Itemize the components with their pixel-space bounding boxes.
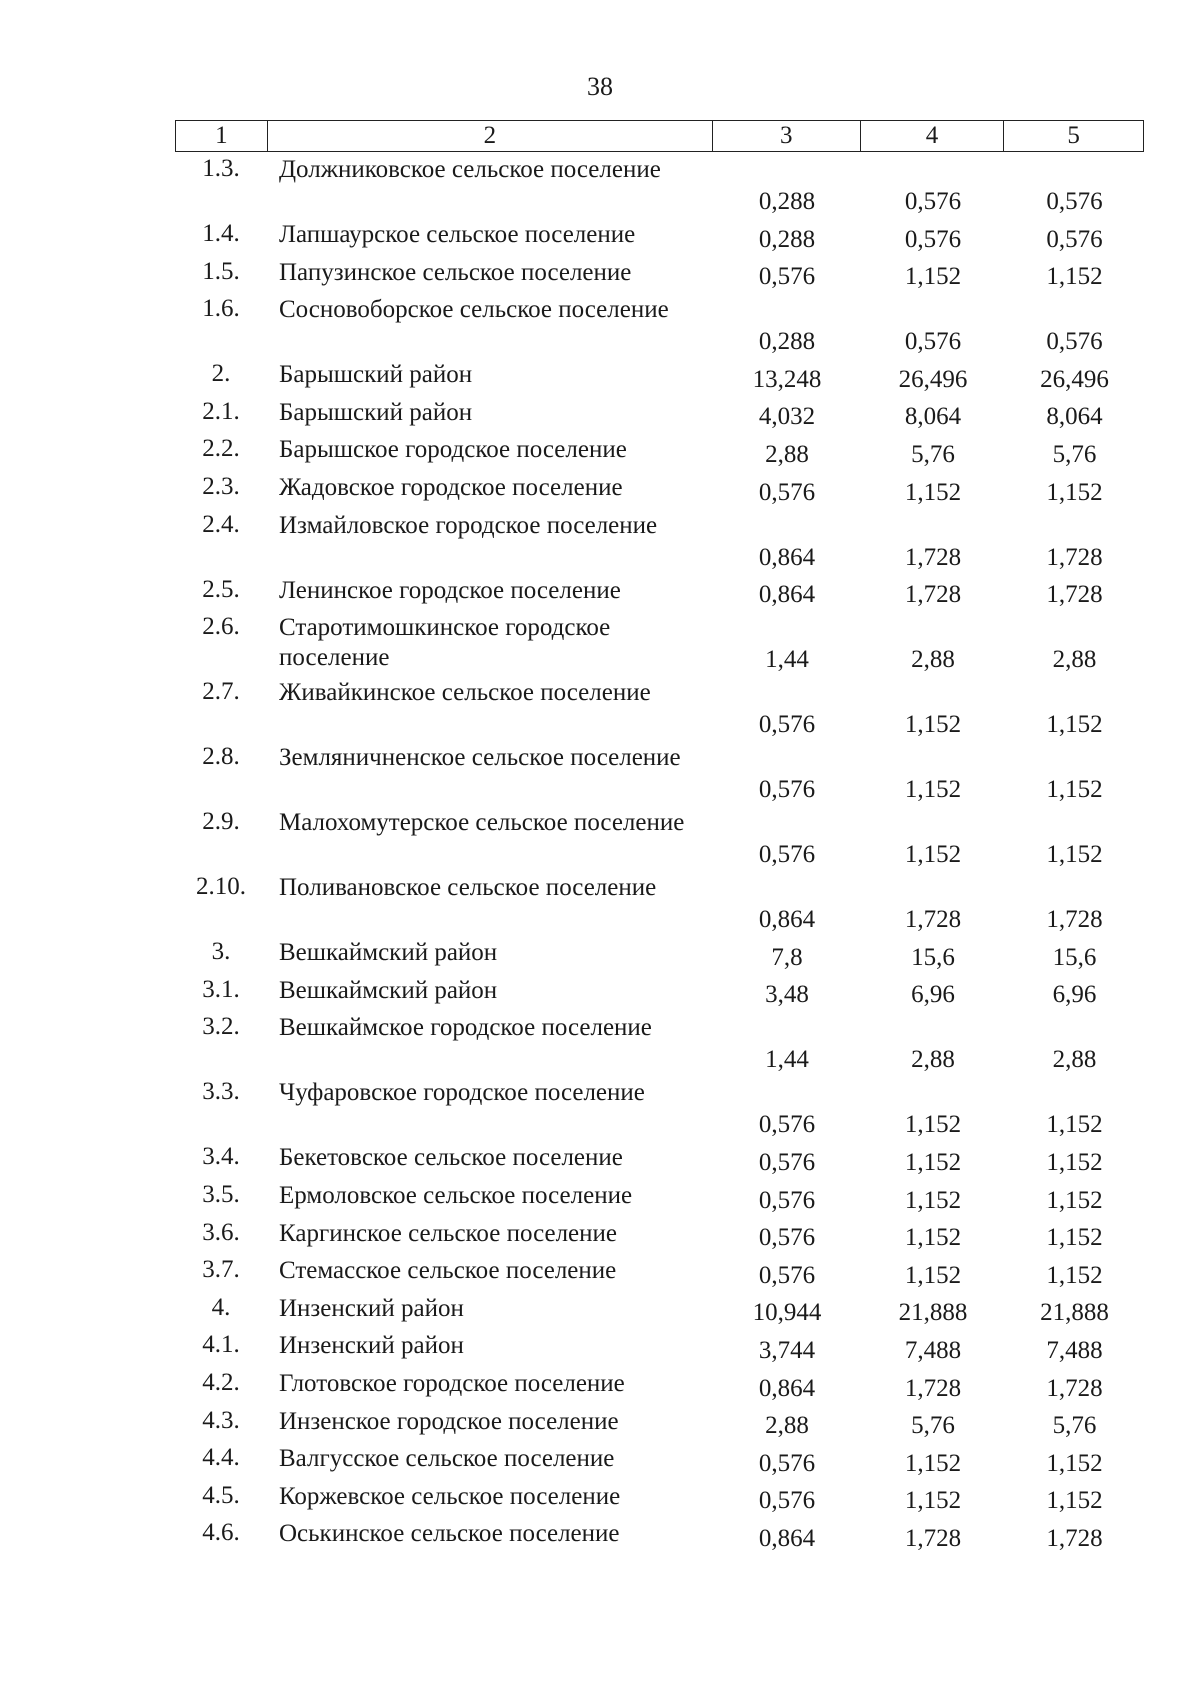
table-row (175, 1441, 1144, 1479)
row-name: Инзенский район (279, 1332, 464, 1360)
row-number: 3.1. (202, 975, 240, 1003)
page-number: 38 (587, 72, 613, 101)
row-value-col-5: 26,496 (1040, 365, 1109, 393)
row-value-col-4: 0,576 (904, 225, 962, 253)
row-name: Сосновоборское сельское поселение (279, 296, 669, 324)
row-value-col-4: 8,064 (904, 403, 962, 431)
row-name: Вешкаймский район (279, 976, 498, 1004)
row-number: 2.7. (202, 678, 240, 706)
row-name: Инзенское городское поселение (279, 1407, 619, 1435)
allocation-table (175, 120, 1144, 1554)
row-name: Ермоловское сельское поселение (279, 1181, 633, 1209)
row-value-col-3: 0,864 (758, 906, 816, 934)
row-value-col-5: 1,152 (1046, 776, 1103, 804)
table-row (175, 1366, 1144, 1404)
row-name: Жадовское городское поселение (279, 473, 623, 501)
row-value-col-5: 15,6 (1052, 943, 1097, 971)
row-value-col-4: 6,96 (911, 981, 955, 1009)
row-value-col-3: 0,864 (758, 1524, 816, 1552)
row-value-col-3: 3,48 (765, 981, 809, 1009)
table-row (175, 1291, 1144, 1329)
row-name: Инзенский район (279, 1294, 464, 1322)
row-name: Малохомутерское сельское поселение (279, 809, 685, 837)
row-value-col-4: 1,728 (904, 543, 962, 571)
row-value-col-5: 21,888 (1040, 1299, 1109, 1327)
row-value-col-4: 1,152 (904, 1487, 962, 1515)
row-number: 1.5. (202, 257, 240, 285)
row-value-col-5: 1,728 (1046, 1524, 1103, 1552)
row-value-col-3: 0,576 (758, 478, 816, 506)
row-value-col-3: 2,88 (765, 440, 809, 468)
row-value-col-5: 2,88 (1052, 646, 1097, 674)
row-number: 4.5. (202, 1481, 240, 1509)
row-value-col-5: 1,728 (1046, 543, 1103, 571)
row-number: 4.4. (202, 1444, 240, 1472)
row-number: 3.2. (202, 1013, 240, 1041)
row-number: 2.3. (202, 472, 240, 500)
row-value-col-3: 1,44 (765, 646, 809, 674)
table-body (175, 152, 1144, 1554)
row-number: 3.3. (202, 1078, 240, 1106)
row-name: Поливановское сельское поселение (279, 874, 657, 902)
row-name: Бекетовское сельское поселение (279, 1144, 623, 1172)
table-row (175, 1253, 1144, 1291)
row-name: Оськинское сельское поселение (279, 1520, 620, 1548)
table-row (175, 1075, 1144, 1140)
header-col-2: 2 (268, 121, 713, 151)
row-number: 2.6. (202, 613, 240, 641)
row-value-col-4: 1,152 (904, 1186, 962, 1214)
row-value-col-3: 4,032 (758, 403, 816, 431)
row-number: 3. (211, 938, 231, 966)
row-value-col-4: 0,576 (904, 328, 962, 356)
row-number: 1.3. (202, 155, 240, 182)
row-number: 4.2. (202, 1368, 240, 1396)
row-value-col-3: 0,576 (758, 1148, 816, 1176)
row-value-col-5: 1,152 (1046, 1148, 1103, 1176)
row-value-col-5: 1,152 (1046, 1111, 1103, 1139)
row-value-col-3: 3,744 (758, 1336, 816, 1364)
row-value-col-3: 0,288 (758, 225, 816, 253)
row-value-col-5: 1,152 (1046, 1186, 1103, 1214)
table-header-row (175, 120, 1144, 152)
row-value-col-5: 1,152 (1046, 1261, 1103, 1289)
table-row (175, 217, 1144, 255)
row-name: Глотовское городское поселение (279, 1369, 625, 1397)
row-value-col-4: 7,488 (904, 1336, 962, 1364)
row-value-col-3: 0,576 (758, 1186, 816, 1214)
row-name: Земляничненское сельское поселение (279, 744, 681, 772)
table-row (175, 610, 1144, 675)
table-row (175, 1216, 1144, 1254)
row-value-col-5: 1,152 (1046, 1487, 1103, 1515)
row-number: 4.3. (202, 1406, 240, 1434)
table-row (175, 255, 1144, 293)
row-value-col-3: 0,576 (758, 1261, 816, 1289)
table-row (175, 1516, 1144, 1554)
row-value-col-4: 2,88 (911, 646, 955, 674)
row-value-col-4: 1,152 (904, 1224, 962, 1252)
row-value-col-5: 2,88 (1052, 1046, 1097, 1074)
row-value-col-4: 5,76 (911, 1412, 955, 1440)
row-name: Старотимошкинское городское поселение (279, 614, 611, 672)
row-name: Должниковское сельское поселение (279, 156, 661, 183)
row-value-col-5: 1,728 (1046, 581, 1103, 609)
table-row (175, 1010, 1144, 1075)
row-number: 3.7. (202, 1256, 240, 1284)
row-value-col-3: 0,864 (758, 543, 816, 571)
row-value-col-4: 1,728 (904, 1374, 962, 1402)
header-col-1: 1 (176, 121, 268, 151)
header-col-4: 4 (861, 121, 1005, 151)
table-row (175, 973, 1144, 1011)
row-name: Вешкаймское городское поселение (279, 1014, 652, 1042)
row-value-col-5: 0,576 (1046, 188, 1103, 215)
row-number: 2.9. (202, 808, 240, 836)
row-value-col-3: 0,864 (758, 581, 816, 609)
row-number: 3.6. (202, 1218, 240, 1246)
row-value-col-4: 1,152 (904, 1261, 962, 1289)
row-value-col-5: 5,76 (1052, 1412, 1097, 1440)
table-row (175, 573, 1144, 611)
row-value-col-3: 0,576 (758, 1224, 816, 1252)
row-name: Живайкинское сельское поселение (279, 679, 651, 707)
row-value-col-5: 1,152 (1046, 478, 1103, 506)
row-value-col-4: 1,152 (904, 841, 962, 869)
row-name: Барышское городское поселение (279, 436, 627, 464)
row-value-col-3: 0,576 (758, 1487, 816, 1515)
row-value-col-5: 5,76 (1052, 440, 1097, 468)
row-name: Барышский район (279, 398, 473, 426)
row-number: 3.5. (202, 1180, 240, 1208)
row-value-col-3: 0,288 (758, 328, 816, 356)
row-value-col-4: 0,576 (904, 188, 962, 215)
row-name: Вешкаймский район (279, 939, 498, 967)
row-name: Коржевское сельское поселение (279, 1482, 621, 1510)
table-row (175, 870, 1144, 935)
row-value-col-3: 0,576 (758, 841, 816, 869)
table-row (175, 470, 1144, 508)
row-name: Папузинское сельское поселение (279, 258, 632, 286)
header-col-3: 3 (713, 121, 861, 151)
row-value-col-3: 0,576 (758, 711, 816, 739)
row-value-col-5: 0,576 (1046, 328, 1103, 356)
row-value-col-5: 1,152 (1046, 263, 1103, 291)
row-value-col-5: 7,488 (1046, 1336, 1103, 1364)
row-value-col-3: 0,864 (758, 1374, 816, 1402)
row-value-col-3: 13,248 (752, 365, 822, 393)
row-value-col-3: 0,288 (758, 188, 816, 215)
table-row (175, 1140, 1144, 1178)
row-name: Каргинское сельское поселение (279, 1219, 618, 1247)
row-value-col-4: 1,152 (904, 478, 962, 506)
row-value-col-3: 0,576 (758, 776, 816, 804)
row-value-col-5: 0,576 (1046, 225, 1103, 253)
header-col-5: 5 (1067, 122, 1080, 149)
row-value-col-3: 0,576 (758, 1449, 816, 1477)
row-value-col-5: 8,064 (1046, 403, 1103, 431)
table-row (175, 675, 1144, 740)
row-value-col-4: 1,152 (904, 1111, 962, 1139)
row-number: 2. (211, 360, 231, 388)
row-value-col-5: 1,152 (1046, 711, 1103, 739)
row-number: 4. (211, 1293, 231, 1321)
row-value-col-5: 1,728 (1046, 1374, 1103, 1402)
row-name: Барышский район (279, 361, 473, 389)
row-number: 2.10. (196, 873, 246, 901)
row-name: Ленинское городское поселение (279, 576, 621, 604)
table-row (175, 508, 1144, 573)
table-row (175, 740, 1144, 805)
table-row (175, 935, 1144, 973)
row-value-col-4: 1,728 (904, 906, 962, 934)
row-value-col-5: 1,152 (1046, 1224, 1103, 1252)
row-number: 2.5. (202, 575, 240, 603)
table-row (175, 357, 1144, 395)
row-name: Валгусское сельское поселение (279, 1445, 615, 1473)
table-row (175, 152, 1144, 217)
table-row (175, 432, 1144, 470)
table-row (175, 805, 1144, 870)
row-value-col-3: 0,576 (758, 1111, 816, 1139)
row-number: 2.4. (202, 510, 240, 538)
table-row (175, 1479, 1144, 1517)
row-value-col-3: 0,576 (758, 263, 816, 291)
row-number: 4.6. (202, 1519, 240, 1547)
row-value-col-4: 1,152 (904, 1449, 962, 1477)
row-value-col-3: 7,8 (771, 943, 803, 971)
row-number: 3.4. (202, 1143, 240, 1171)
row-value-col-3: 1,44 (765, 1046, 809, 1074)
row-number: 1.6. (202, 295, 240, 323)
row-value-col-4: 5,76 (911, 440, 955, 468)
table-row (175, 1404, 1144, 1442)
row-number: 2.1. (202, 397, 240, 425)
row-value-col-5: 1,152 (1046, 841, 1103, 869)
table-row (175, 395, 1144, 433)
row-value-col-4: 1,152 (904, 1148, 962, 1176)
row-number: 4.1. (202, 1331, 240, 1359)
row-number: 1.4. (202, 220, 240, 247)
row-value-col-4: 1,728 (904, 1524, 962, 1552)
row-value-col-5: 1,728 (1046, 906, 1103, 934)
row-value-col-4: 15,6 (911, 943, 955, 971)
row-value-col-4: 1,152 (904, 711, 962, 739)
table-row (175, 292, 1144, 357)
row-value-col-3: 2,88 (765, 1412, 809, 1440)
row-value-col-4: 2,88 (911, 1046, 955, 1074)
row-value-col-4: 1,152 (904, 263, 962, 291)
table-row (175, 1178, 1144, 1216)
row-value-col-4: 1,152 (904, 776, 962, 804)
row-name: Измайловское городское поселение (279, 511, 658, 539)
row-name: Стемасское сельское поселение (279, 1257, 617, 1285)
row-value-col-4: 26,496 (898, 365, 968, 393)
row-name: Лапшаурское сельское поселение (279, 221, 636, 248)
row-value-col-4: 21,888 (898, 1299, 968, 1327)
row-number: 2.8. (202, 743, 240, 771)
row-value-col-4: 1,728 (904, 581, 962, 609)
row-name: Чуфаровское городское поселение (279, 1079, 645, 1107)
row-number: 2.2. (202, 435, 240, 463)
row-value-col-5: 6,96 (1052, 981, 1097, 1009)
row-value-col-3: 10,944 (752, 1299, 822, 1327)
row-value-col-5: 1,152 (1046, 1449, 1103, 1477)
table-row (175, 1328, 1144, 1366)
